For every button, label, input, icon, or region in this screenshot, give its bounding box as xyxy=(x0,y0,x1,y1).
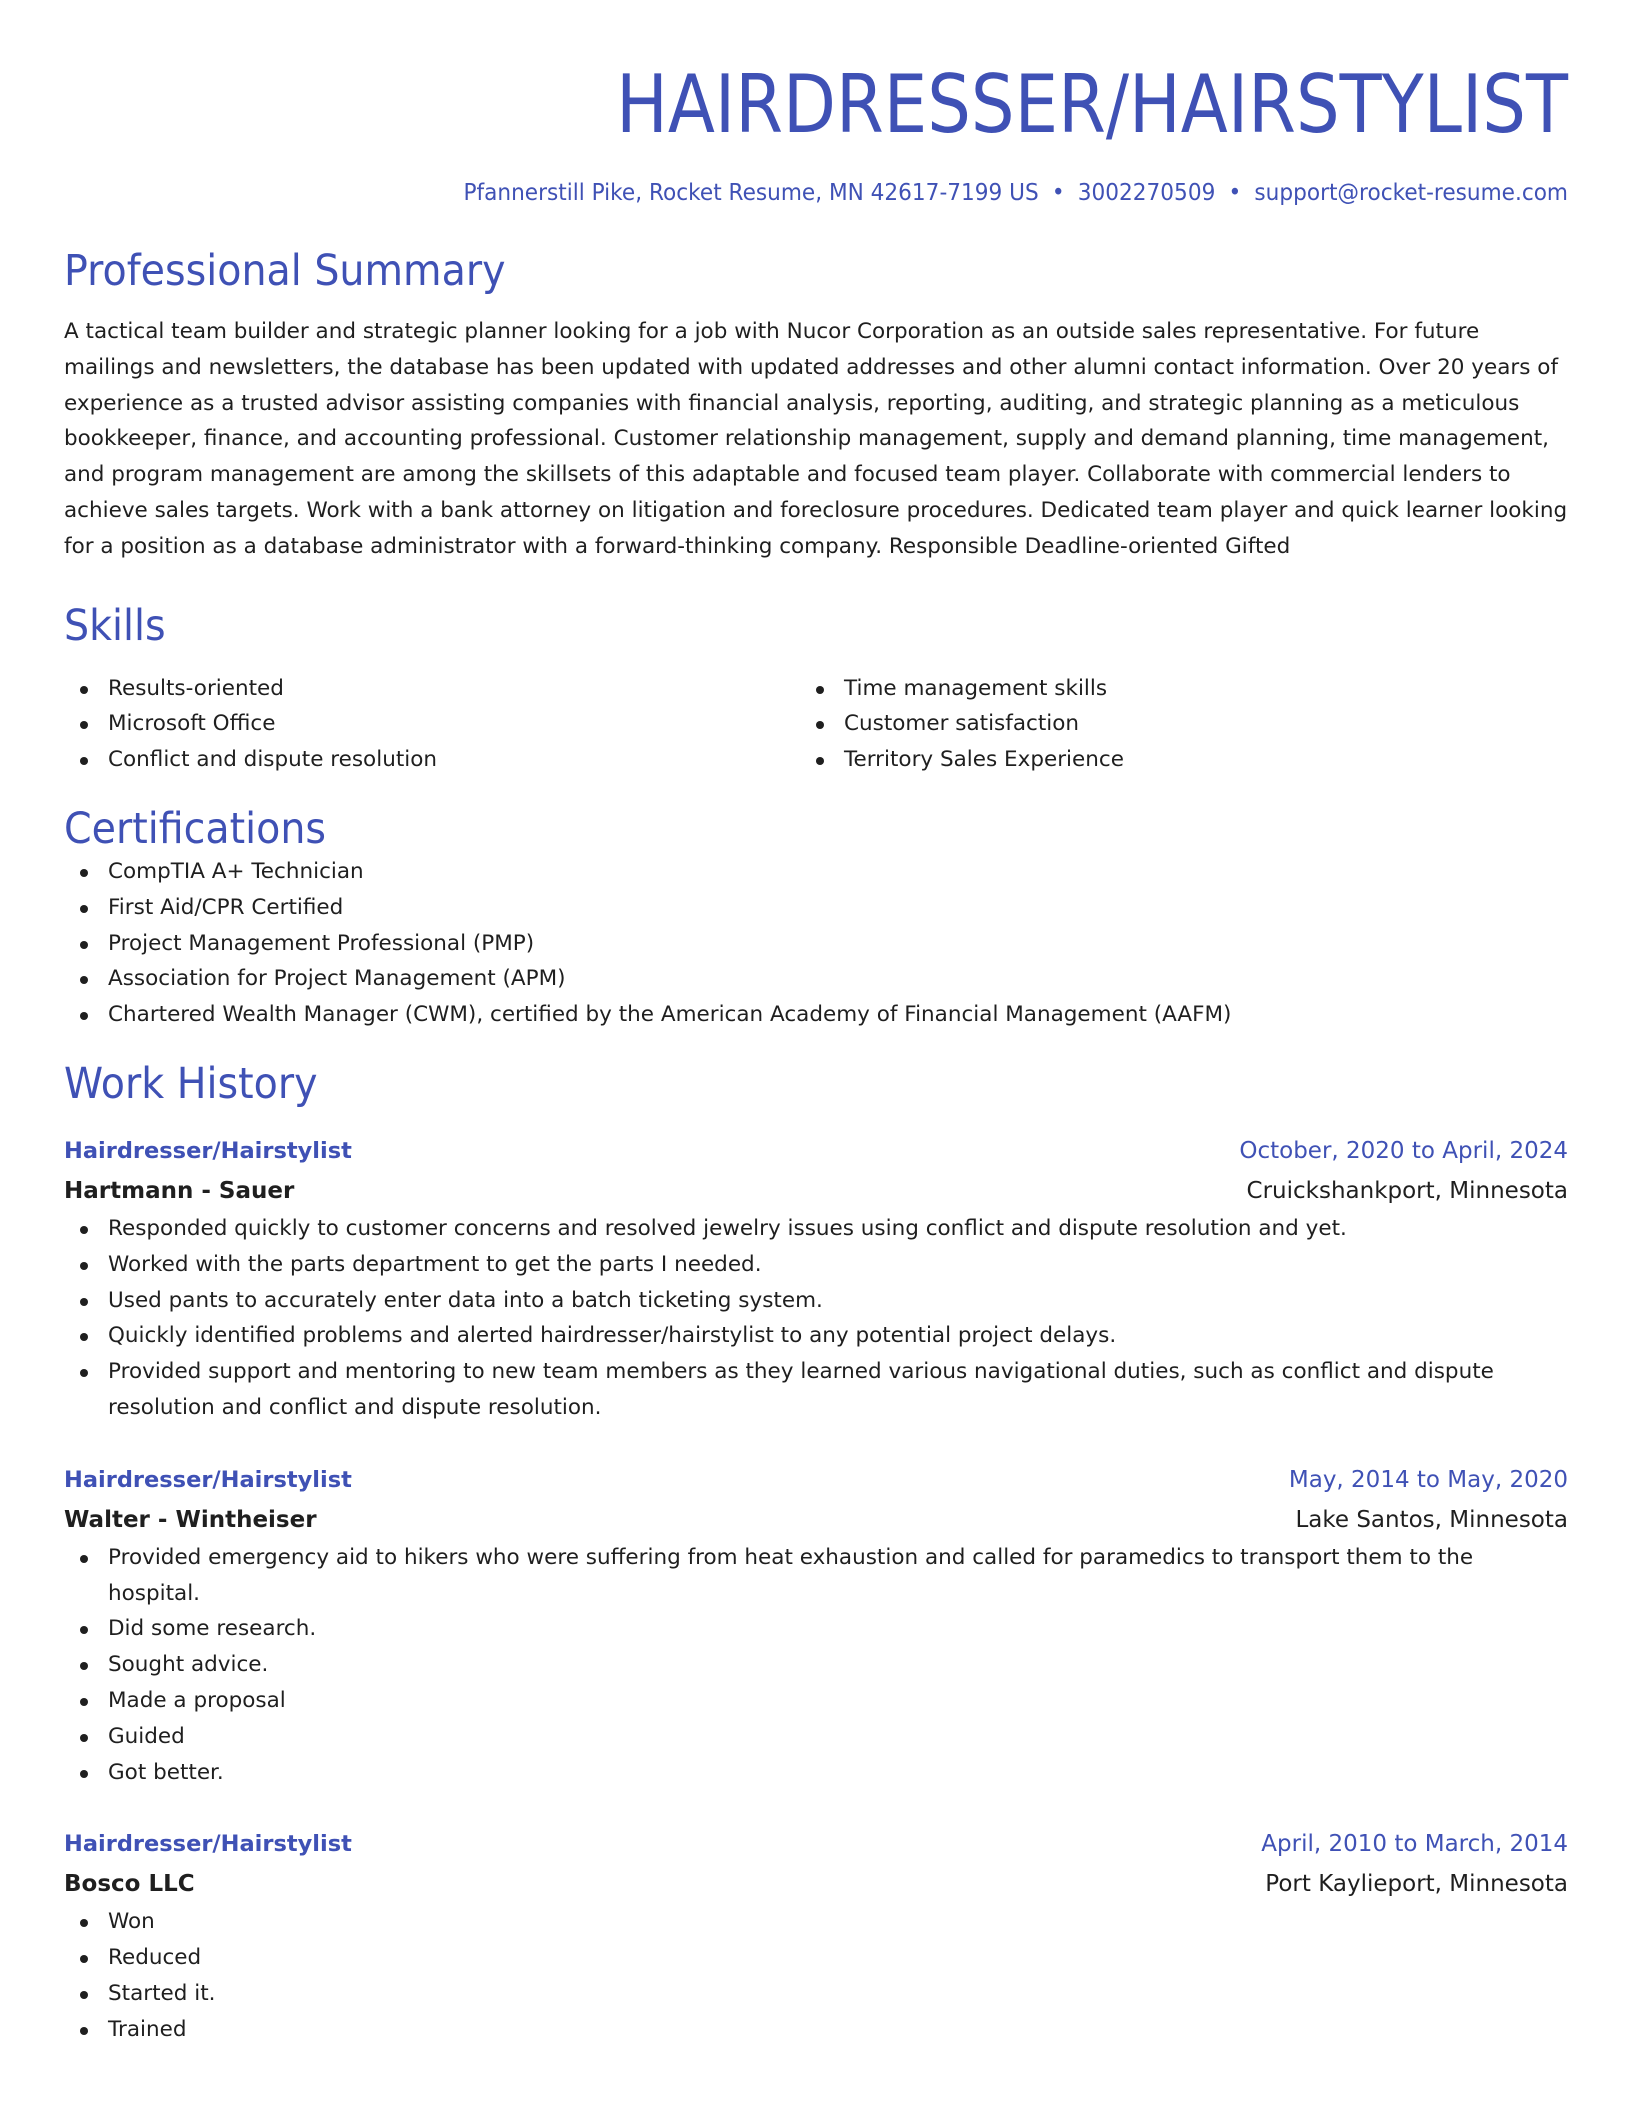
job-bullet: Quickly identified problems and alerted hairdresser/hairstylist to any potential project delays. xyxy=(64,1318,1568,1354)
job-dates: April, 2010 to March, 2014 xyxy=(1261,1831,1568,1858)
certifications-list xyxy=(64,854,1568,1033)
certifications-title: Certifications xyxy=(64,803,327,854)
job-bullet: Made a proposal xyxy=(64,1683,1568,1719)
job-entry xyxy=(64,1131,1568,1426)
resume-header xyxy=(64,52,1568,206)
job-bullet: Reduced xyxy=(64,1940,1568,1976)
work-history-title: Work History xyxy=(64,1058,318,1109)
skills-left-list xyxy=(64,671,800,778)
job-entry xyxy=(64,1824,1568,2047)
contact-line xyxy=(154,180,1568,206)
contact-phone: 3002270509 xyxy=(1077,180,1216,206)
certification-item: First Aid/CPR Certified xyxy=(64,890,1568,926)
job-company-row xyxy=(64,1864,1568,1904)
certification-item: Association for Project Management (APM) xyxy=(64,961,1568,997)
job-location: Lake Santos, Minnesota xyxy=(1295,1506,1568,1533)
skill-item: Territory Sales Experience xyxy=(800,742,1568,778)
job-bullet: Got better. xyxy=(64,1755,1568,1791)
job-bullets xyxy=(64,1211,1568,1426)
job-bullet: Sought advice. xyxy=(64,1647,1568,1683)
summary-section xyxy=(64,246,1568,565)
skill-item: Results-oriented xyxy=(64,671,800,707)
job-title: Hairdresser/Hairstylist xyxy=(64,1466,352,1493)
job-location: Port Kaylieport, Minnesota xyxy=(1265,1871,1568,1898)
job-company: Bosco LLC xyxy=(64,1871,195,1898)
job-bullet: Guided xyxy=(64,1719,1568,1755)
contact-email[interactable]: support@rocket-resume.com xyxy=(1254,180,1568,206)
job-company-row xyxy=(64,1500,1568,1540)
job-entry xyxy=(64,1460,1568,1791)
work-history-section xyxy=(64,1059,1568,2048)
job-bullets xyxy=(64,1540,1568,1791)
job-bullet: Used pants to accurately enter data into a batch ticketing system. xyxy=(64,1283,1568,1319)
certification-item: Project Management Professional (PMP) xyxy=(64,926,1568,962)
candidate-name: HAIRDRESSER/HAIRSTYLIST xyxy=(616,58,1568,151)
job-dates: May, 2014 to May, 2020 xyxy=(1288,1466,1568,1493)
contact-separator: • xyxy=(1228,180,1242,206)
skills-title: Skills xyxy=(64,600,166,651)
skills-right-list xyxy=(800,671,1568,778)
skill-item: Conflict and dispute resolution xyxy=(64,742,800,778)
job-title-row xyxy=(64,1824,1568,1864)
summary-text: A tactical team builder and strategic planner looking for a job with Nucor Corporation as an outside sales representative. For future mailings and newsletters, the database has been updated with updated addresses and other alumni contact information. Over 20 years of experience as a trusted advisor assisting companies with financial analysis, reporting, auditing, and strategic planning as a meticulous bookkeeper, finance, and accounting professional. Customer relationship management, supply and demand planning, time management, and program management are among the skillsets of this adaptable and focused team player. Collaborate with commercial lenders to achieve sales targets. Work with a bank attorney on litigation and foreclosure procedures. Dedicated team player and quick learner looking for a position as a database administrator with a forward-thinking company. Responsible Deadline-oriented Gifted xyxy=(64,319,1568,559)
job-bullet: Provided emergency aid to hikers who were suffering from heat exhaustion and called for paramedics to transport them to the hospital. xyxy=(64,1540,1568,1612)
job-company: Hartmann - Sauer xyxy=(64,1177,295,1204)
skill-item: Customer satisfaction xyxy=(800,706,1568,742)
job-title: Hairdresser/Hairstylist xyxy=(64,1137,352,1164)
certification-item: Chartered Wealth Manager (CWM), certified by the American Academy of Financial Management (AAFM) xyxy=(64,997,1568,1033)
skill-item: Microsoft Office xyxy=(64,706,800,742)
summary-title: Professional Summary xyxy=(64,246,506,296)
job-bullet: Won xyxy=(64,1904,1568,1940)
job-bullet: Worked with the parts department to get the parts I needed. xyxy=(64,1247,1568,1283)
job-dates: October, 2020 to April, 2024 xyxy=(1239,1137,1568,1164)
skills-section xyxy=(64,601,1568,778)
job-title-row xyxy=(64,1131,1568,1171)
job-location: Cruickshankport, Minnesota xyxy=(1246,1177,1568,1204)
job-bullets xyxy=(64,1904,1568,2047)
job-company-row xyxy=(64,1171,1568,1211)
job-bullet: Provided support and mentoring to new team members as they learned various navigational duties, such as conflict and dispute resolution and conflict and dispute resolution. xyxy=(64,1354,1568,1426)
contact-separator: • xyxy=(1051,180,1065,206)
contact-address: Pfannerstill Pike, Rocket Resume, MN 42617-7199 US xyxy=(463,180,1039,206)
job-bullet: Started it. xyxy=(64,1976,1568,2012)
skill-item: Time management skills xyxy=(800,671,1568,707)
job-bullet: Trained xyxy=(64,2012,1568,2048)
job-company: Walter - Wintheiser xyxy=(64,1506,317,1533)
job-bullet: Responded quickly to customer concerns and resolved jewelry issues using conflict and dispute resolution and yet. xyxy=(64,1211,1568,1247)
certification-item: CompTIA A+ Technician xyxy=(64,854,1568,890)
job-title: Hairdresser/Hairstylist xyxy=(64,1831,352,1858)
job-title-row xyxy=(64,1460,1568,1500)
certifications-section xyxy=(64,804,1568,1033)
skills-grid xyxy=(64,671,1568,778)
job-bullet: Did some research. xyxy=(64,1611,1568,1647)
